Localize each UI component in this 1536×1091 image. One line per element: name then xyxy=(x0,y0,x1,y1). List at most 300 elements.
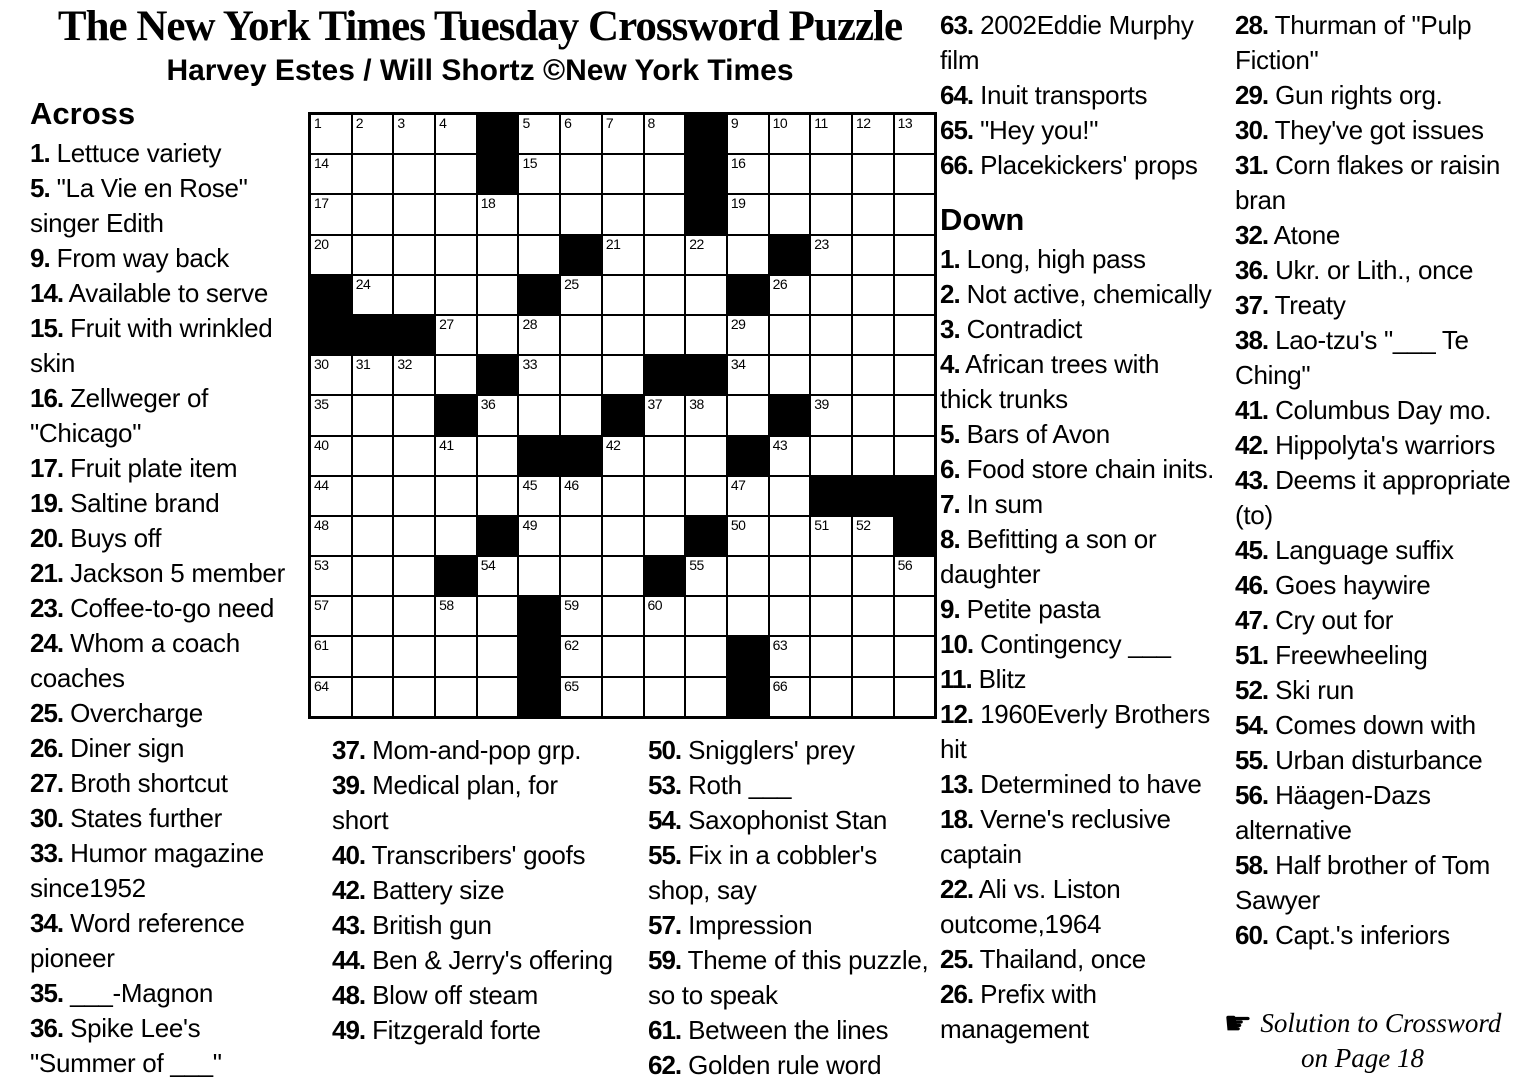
grid-cell[interactable] xyxy=(894,395,936,435)
grid-cell-47[interactable] xyxy=(727,476,769,516)
grid-cell-46[interactable] xyxy=(560,476,602,516)
cell-number: 21 xyxy=(605,235,621,252)
grid-cell[interactable] xyxy=(810,355,852,395)
cell-number: 8 xyxy=(647,115,655,131)
grid-cell[interactable] xyxy=(560,315,602,355)
clue-number: 37. xyxy=(332,735,366,765)
grid-cell[interactable] xyxy=(894,677,936,717)
grid-cell[interactable] xyxy=(602,194,644,234)
grid-cell[interactable] xyxy=(852,154,894,194)
grid-cell-8[interactable] xyxy=(644,114,686,154)
grid-cell[interactable] xyxy=(477,436,519,476)
grid-cell[interactable] xyxy=(602,355,644,395)
clue-number: 51. xyxy=(1235,640,1269,670)
grid-cell[interactable] xyxy=(727,596,769,636)
grid-cell[interactable] xyxy=(477,315,519,355)
grid-cell[interactable] xyxy=(352,677,394,717)
grid-cell[interactable] xyxy=(810,154,852,194)
grid-cell[interactable] xyxy=(810,275,852,315)
clue-24: 24. Whom a coach coaches xyxy=(30,628,240,693)
cell-number: 49 xyxy=(522,516,538,533)
grid-cell[interactable] xyxy=(393,154,435,194)
grid-cell-12[interactable] xyxy=(852,114,894,154)
grid-cell[interactable] xyxy=(352,636,394,676)
clue-number: 4. xyxy=(940,349,960,379)
black-square xyxy=(727,677,769,717)
black-square xyxy=(852,476,894,516)
solution-note-line1-wrap xyxy=(1190,1006,1535,1041)
grid-cell-11[interactable] xyxy=(810,114,852,154)
grid-cell-2[interactable] xyxy=(352,114,394,154)
cell-number: 25 xyxy=(564,275,579,292)
grid-cell[interactable] xyxy=(852,315,894,355)
grid-cell[interactable] xyxy=(685,596,727,636)
grid-cell-43[interactable] xyxy=(769,436,811,476)
grid-cell[interactable] xyxy=(477,275,519,315)
grid-cell-39[interactable] xyxy=(810,395,852,435)
clue-number: 19. xyxy=(30,488,64,518)
grid-cell[interactable] xyxy=(518,395,560,435)
grid-cell[interactable] xyxy=(393,677,435,717)
cell-number: 17 xyxy=(314,195,329,212)
page-title: The New York Times Tuesday Crossword Puzzle xyxy=(57,3,903,50)
clue-number: 13. xyxy=(940,769,974,799)
grid-cell-58[interactable] xyxy=(435,596,477,636)
grid-cell[interactable] xyxy=(644,436,686,476)
grid-cell[interactable] xyxy=(769,596,811,636)
grid-cell-4[interactable] xyxy=(435,114,477,154)
grid-cell[interactable] xyxy=(894,596,936,636)
grid-cell[interactable] xyxy=(810,315,852,355)
grid-cell-64[interactable] xyxy=(310,677,352,717)
grid-cell[interactable] xyxy=(602,315,644,355)
grid-cell-59[interactable] xyxy=(560,596,602,636)
grid-cell[interactable] xyxy=(685,636,727,676)
clue-50: 50. Snigglers' prey xyxy=(648,735,855,765)
grid-cell[interactable] xyxy=(894,275,936,315)
clue-number: 17. xyxy=(30,453,64,483)
grid-cell-55[interactable] xyxy=(685,556,727,596)
grid-cell[interactable] xyxy=(352,235,394,275)
grid-cell[interactable] xyxy=(769,355,811,395)
grid-cell-3[interactable] xyxy=(393,114,435,154)
clue-number: 61. xyxy=(648,1015,682,1045)
clue-number: 32. xyxy=(1235,220,1269,250)
cell-number: 37 xyxy=(647,396,663,413)
grid-cell-30[interactable] xyxy=(310,355,352,395)
grid-cell[interactable] xyxy=(560,516,602,556)
grid-cell-31[interactable] xyxy=(352,355,394,395)
grid-cell[interactable] xyxy=(477,235,519,275)
cell-number: 60 xyxy=(647,597,663,614)
clue-11: 11. Blitz xyxy=(940,664,1027,694)
grid-cell-38[interactable] xyxy=(685,395,727,435)
cell-number: 48 xyxy=(314,516,329,533)
clue-25: 25. Overcharge xyxy=(30,698,203,728)
clue-list-across-bottom-left xyxy=(332,733,620,1048)
grid-cell[interactable] xyxy=(602,154,644,194)
grid-cell[interactable] xyxy=(644,194,686,234)
grid-cell-14[interactable] xyxy=(310,154,352,194)
grid-cell[interactable] xyxy=(685,315,727,355)
grid-cell-10[interactable] xyxy=(769,114,811,154)
grid-cell-24[interactable] xyxy=(352,275,394,315)
cell-number: 61 xyxy=(314,637,329,654)
grid-cell[interactable] xyxy=(602,476,644,516)
clue-39: 39. Medical plan, for short xyxy=(332,770,558,835)
grid-cell[interactable] xyxy=(644,516,686,556)
cell-number: 14 xyxy=(314,155,329,172)
grid-cell-25[interactable] xyxy=(560,275,602,315)
black-square xyxy=(769,235,811,275)
grid-cell-20[interactable] xyxy=(310,235,352,275)
grid-cell[interactable] xyxy=(477,596,519,636)
grid-cell-34[interactable] xyxy=(727,355,769,395)
grid-cell[interactable] xyxy=(435,476,477,516)
grid-cell[interactable] xyxy=(852,556,894,596)
grid-cell[interactable] xyxy=(477,636,519,676)
grid-cell[interactable] xyxy=(769,476,811,516)
grid-cell-15[interactable] xyxy=(518,154,560,194)
grid-cell[interactable] xyxy=(894,355,936,395)
cell-number: 56 xyxy=(897,557,913,574)
grid-cell[interactable] xyxy=(477,476,519,516)
black-square xyxy=(518,436,560,476)
clue-number: 49. xyxy=(332,1015,366,1045)
grid-cell[interactable] xyxy=(685,476,727,516)
clue-number: 55. xyxy=(1235,745,1269,775)
grid-cell-65[interactable] xyxy=(560,677,602,717)
black-square xyxy=(894,516,936,556)
black-square xyxy=(518,596,560,636)
grid-cell-53[interactable] xyxy=(310,556,352,596)
grid-cell[interactable] xyxy=(894,315,936,355)
clue-number: 34. xyxy=(30,908,64,938)
grid-cell[interactable] xyxy=(352,596,394,636)
grid-cell[interactable] xyxy=(435,194,477,234)
clue-49: 49. Fitzgerald forte xyxy=(332,1015,541,1045)
grid-cell[interactable] xyxy=(685,436,727,476)
grid-cell[interactable] xyxy=(393,556,435,596)
clue-number: 54. xyxy=(1235,710,1269,740)
cell-number: 40 xyxy=(314,436,329,453)
black-square xyxy=(894,476,936,516)
grid-cell-29[interactable] xyxy=(727,315,769,355)
grid-cell[interactable] xyxy=(852,677,894,717)
grid-cell[interactable] xyxy=(727,235,769,275)
grid-cell-17[interactable] xyxy=(310,194,352,234)
grid-cell[interactable] xyxy=(644,636,686,676)
grid-cell[interactable] xyxy=(769,154,811,194)
grid-cell-61[interactable] xyxy=(310,636,352,676)
grid-cell[interactable] xyxy=(894,636,936,676)
grid-cell-35[interactable] xyxy=(310,395,352,435)
grid-cell[interactable] xyxy=(810,636,852,676)
black-square xyxy=(518,677,560,717)
grid-cell-26[interactable] xyxy=(769,275,811,315)
grid-cell-41[interactable] xyxy=(435,436,477,476)
clue-12: 12. 1960Everly Brothers hit xyxy=(940,699,1210,764)
grid-cell[interactable] xyxy=(518,235,560,275)
clue-number: 58. xyxy=(1235,850,1269,880)
grid-cell[interactable] xyxy=(810,436,852,476)
clue-number: 11. xyxy=(940,664,972,694)
clue-number: 30. xyxy=(1235,115,1269,145)
grid-cell-32[interactable] xyxy=(393,355,435,395)
grid-cell-42[interactable] xyxy=(602,436,644,476)
clue-37: 37. Treaty xyxy=(1235,290,1346,320)
grid-cell-36[interactable] xyxy=(477,395,519,435)
clue-number: 26. xyxy=(940,979,974,1009)
clue-number: 31. xyxy=(1235,150,1269,180)
grid-cell[interactable] xyxy=(852,395,894,435)
clue-42: 42. Battery size xyxy=(332,875,505,905)
grid-cell[interactable] xyxy=(810,556,852,596)
grid-cell-44[interactable] xyxy=(310,476,352,516)
clue-17: 17. Fruit plate item xyxy=(30,453,238,483)
cell-number: 53 xyxy=(314,557,329,574)
grid-cell[interactable] xyxy=(602,636,644,676)
grid-cell-63[interactable] xyxy=(769,636,811,676)
cell-number: 66 xyxy=(772,677,788,694)
grid-cell[interactable] xyxy=(894,154,936,194)
grid-cell[interactable] xyxy=(435,677,477,717)
grid-cell-52[interactable] xyxy=(852,516,894,556)
grid-cell[interactable] xyxy=(435,275,477,315)
grid-cell-57[interactable] xyxy=(310,596,352,636)
clue-number: 54. xyxy=(648,805,682,835)
grid-cell[interactable] xyxy=(518,556,560,596)
grid-cell[interactable] xyxy=(685,677,727,717)
clue-30: 30. States further xyxy=(30,803,222,833)
clue-number: 3. xyxy=(940,314,960,344)
cell-number: 42 xyxy=(605,436,621,453)
grid-cell-54[interactable] xyxy=(477,556,519,596)
cell-number: 15 xyxy=(522,155,538,172)
grid-cell[interactable] xyxy=(769,516,811,556)
clue-9: 9. Petite pasta xyxy=(940,594,1101,624)
grid-cell[interactable] xyxy=(769,556,811,596)
grid-cell-40[interactable] xyxy=(310,436,352,476)
cell-number: 13 xyxy=(897,115,913,131)
grid-cell[interactable] xyxy=(393,275,435,315)
cell-number: 20 xyxy=(314,235,329,252)
grid-cell[interactable] xyxy=(393,476,435,516)
cell-number: 3 xyxy=(397,115,405,131)
grid-cell[interactable] xyxy=(644,235,686,275)
grid-cell[interactable] xyxy=(602,556,644,596)
grid-cell[interactable] xyxy=(352,516,394,556)
cell-number: 12 xyxy=(855,115,871,131)
grid-cell[interactable] xyxy=(435,235,477,275)
grid-cell[interactable] xyxy=(852,355,894,395)
clue-5: 5. Bars of Avon xyxy=(940,419,1110,449)
grid-cell-49[interactable] xyxy=(518,516,560,556)
grid-cell-13[interactable] xyxy=(894,114,936,154)
grid-cell[interactable] xyxy=(644,154,686,194)
grid-cell[interactable] xyxy=(352,154,394,194)
grid-cell[interactable] xyxy=(393,235,435,275)
clue-number: 2. xyxy=(940,279,960,309)
clue-number: 42. xyxy=(332,875,366,905)
grid-cell[interactable] xyxy=(560,154,602,194)
cell-number: 26 xyxy=(772,275,788,292)
clue-number: 5. xyxy=(30,173,50,203)
black-square xyxy=(727,636,769,676)
cell-number: 63 xyxy=(772,637,788,654)
grid-cell-33[interactable] xyxy=(518,355,560,395)
cell-number: 59 xyxy=(564,597,579,614)
grid-cell[interactable] xyxy=(352,194,394,234)
cell-number: 62 xyxy=(564,637,579,654)
grid-cell-45[interactable] xyxy=(518,476,560,516)
grid-cell[interactable] xyxy=(602,516,644,556)
grid-cell[interactable] xyxy=(852,235,894,275)
grid-cell[interactable] xyxy=(644,275,686,315)
grid-cell-18[interactable] xyxy=(477,194,519,234)
grid-cell[interactable] xyxy=(560,556,602,596)
grid-cell-48[interactable] xyxy=(310,516,352,556)
cell-number: 16 xyxy=(730,155,746,172)
grid-cell[interactable] xyxy=(810,596,852,636)
cell-number: 65 xyxy=(564,677,579,694)
clue-51: 51. Freewheeling xyxy=(1235,640,1428,670)
clue-43: 43. Deems it appropriate (to) xyxy=(1235,465,1511,530)
clue-number: 30. xyxy=(30,803,64,833)
cell-number: 46 xyxy=(564,476,579,493)
clue-number: 47. xyxy=(1235,605,1269,635)
clue-22: 22. Ali vs. Liston outcome,1964 xyxy=(940,874,1121,939)
clue-list-across-tail xyxy=(940,8,1216,183)
grid-cell[interactable] xyxy=(352,556,394,596)
grid-cell[interactable] xyxy=(894,235,936,275)
grid-cell[interactable] xyxy=(352,436,394,476)
clue-number: 9. xyxy=(940,594,960,624)
grid-cell[interactable] xyxy=(435,355,477,395)
grid-cell[interactable] xyxy=(727,395,769,435)
grid-cell[interactable] xyxy=(393,194,435,234)
black-square xyxy=(560,436,602,476)
clue-number: 12. xyxy=(940,699,974,729)
grid-cell[interactable] xyxy=(852,436,894,476)
clue-number: 42. xyxy=(1235,430,1269,460)
cell-number: 41 xyxy=(439,436,454,453)
grid-cell[interactable] xyxy=(393,395,435,435)
clue-number: 1. xyxy=(30,138,50,168)
grid-cell-1[interactable] xyxy=(310,114,352,154)
grid-cell[interactable] xyxy=(894,436,936,476)
grid-cell[interactable] xyxy=(477,677,519,717)
grid-cell-37[interactable] xyxy=(644,395,686,435)
grid-cell[interactable] xyxy=(810,677,852,717)
grid-cell-9[interactable] xyxy=(727,114,769,154)
grid-cell[interactable] xyxy=(852,194,894,234)
grid-cell[interactable] xyxy=(435,516,477,556)
grid-cell[interactable] xyxy=(685,275,727,315)
grid-cell[interactable] xyxy=(560,194,602,234)
grid-cell-21[interactable] xyxy=(602,235,644,275)
grid-cell-16[interactable] xyxy=(727,154,769,194)
grid-cell-27[interactable] xyxy=(435,315,477,355)
clue-number: 65. xyxy=(940,115,974,145)
clue-number: 33. xyxy=(30,838,64,868)
grid-cell-7[interactable] xyxy=(602,114,644,154)
grid-cell-5[interactable] xyxy=(518,114,560,154)
clue-30: 30. They've got issues xyxy=(1235,115,1484,145)
grid-cell[interactable] xyxy=(393,436,435,476)
clue-number: 55. xyxy=(648,840,682,870)
cell-number: 19 xyxy=(730,195,746,212)
grid-cell[interactable] xyxy=(602,596,644,636)
grid-cell-23[interactable] xyxy=(810,235,852,275)
clue-number: 29. xyxy=(1235,80,1269,110)
grid-cell-56[interactable] xyxy=(894,556,936,596)
grid-cell-50[interactable] xyxy=(727,516,769,556)
grid-cell[interactable] xyxy=(602,275,644,315)
grid-cell[interactable] xyxy=(644,476,686,516)
grid-cell[interactable] xyxy=(644,677,686,717)
grid-cell[interactable] xyxy=(518,194,560,234)
grid-cell-51[interactable] xyxy=(810,516,852,556)
grid-cell-22[interactable] xyxy=(685,235,727,275)
cell-number: 24 xyxy=(355,275,371,292)
grid-cell-66[interactable] xyxy=(769,677,811,717)
grid-cell-62[interactable] xyxy=(560,636,602,676)
clue-37: 37. Mom-and-pop grp. xyxy=(332,735,582,765)
grid-cell[interactable] xyxy=(852,636,894,676)
grid-cell[interactable] xyxy=(393,516,435,556)
grid-cell[interactable] xyxy=(393,636,435,676)
grid-cell[interactable] xyxy=(727,556,769,596)
clue-number: 21. xyxy=(30,558,64,588)
grid-cell[interactable] xyxy=(602,677,644,717)
grid-cell[interactable] xyxy=(435,636,477,676)
grid-cell[interactable] xyxy=(393,596,435,636)
grid-cell[interactable] xyxy=(852,275,894,315)
cell-number: 4 xyxy=(439,115,447,131)
cell-number: 50 xyxy=(730,516,746,533)
grid-cell[interactable] xyxy=(769,315,811,355)
cell-number: 18 xyxy=(480,195,496,212)
grid-cell-28[interactable] xyxy=(518,315,560,355)
black-square xyxy=(477,154,519,194)
grid-cell[interactable] xyxy=(852,596,894,636)
grid-cell[interactable] xyxy=(769,194,811,234)
clue-43: 43. British gun xyxy=(332,910,492,940)
grid-cell[interactable] xyxy=(352,395,394,435)
clue-18: 18. Verne's reclusive captain xyxy=(940,804,1171,869)
grid-cell[interactable] xyxy=(435,154,477,194)
clue-62: 62. Golden rule word xyxy=(648,1050,882,1080)
grid-cell-19[interactable] xyxy=(727,194,769,234)
grid-cell[interactable] xyxy=(352,476,394,516)
grid-cell-60[interactable] xyxy=(644,596,686,636)
clue-23: 23. Coffee-to-go need xyxy=(30,593,275,623)
grid-cell[interactable] xyxy=(894,194,936,234)
cell-number: 57 xyxy=(314,597,329,614)
cell-number: 33 xyxy=(522,356,538,373)
grid-cell[interactable] xyxy=(810,194,852,234)
clue-13: 13. Determined to have xyxy=(940,769,1202,799)
grid-cell-6[interactable] xyxy=(560,114,602,154)
cell-number: 32 xyxy=(397,356,412,373)
grid-cell[interactable] xyxy=(644,315,686,355)
clue-61: 61. Between the lines xyxy=(648,1015,889,1045)
grid-cell[interactable] xyxy=(560,395,602,435)
clue-35: 35. ___-Magnon xyxy=(30,978,214,1008)
clue-list-down-far-right xyxy=(1235,8,1535,953)
grid-cell[interactable] xyxy=(560,355,602,395)
